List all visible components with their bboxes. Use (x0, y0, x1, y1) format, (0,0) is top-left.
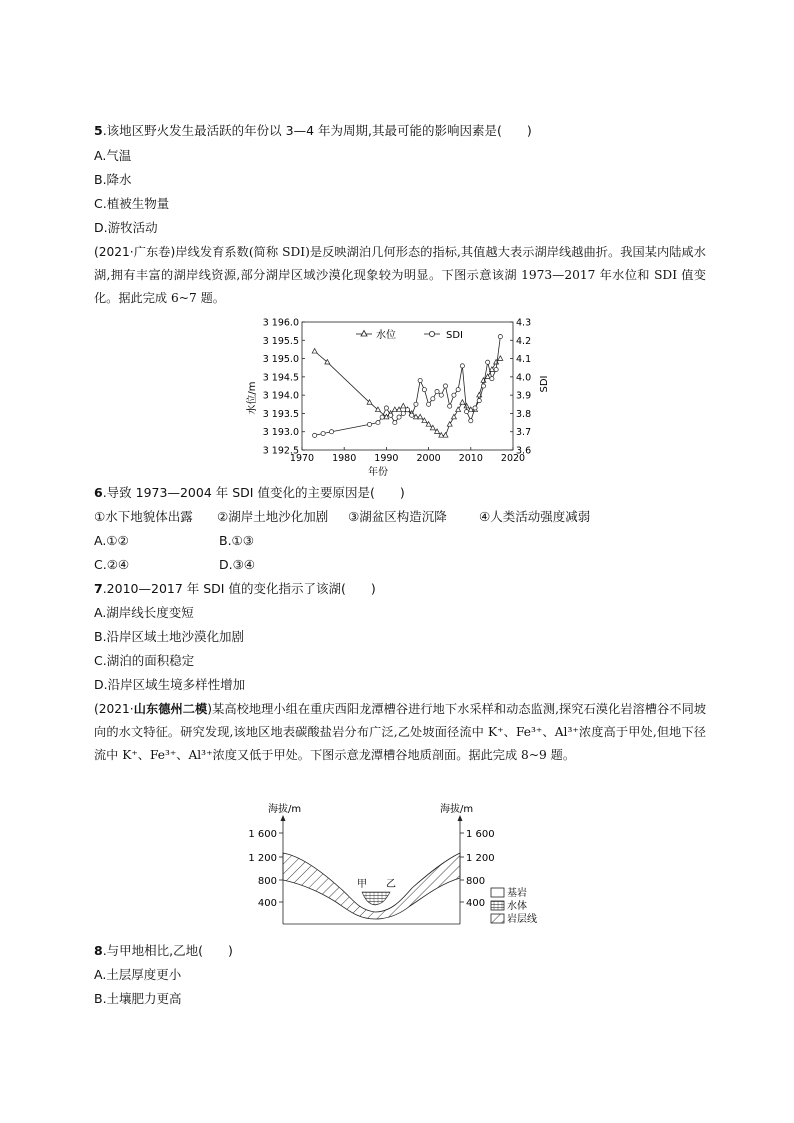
y-left-tick-label: 3 193.0 (262, 427, 299, 439)
q7-option-b[interactable]: B.沿岸区域土地沙漠化加剧 (94, 629, 245, 644)
sdi-point (367, 422, 371, 426)
legend-sdi-marker (429, 331, 434, 336)
sdi-point (389, 413, 393, 417)
y-right-tick-label: 4.3 (516, 317, 532, 329)
x-axis-label: 年份 (368, 467, 388, 478)
profile-right-tick-800: 800 (466, 876, 486, 887)
legend-bedrock-swatch (491, 888, 504, 897)
legend-bedrock-label: 基岩 (507, 888, 527, 899)
water-level-series-line (315, 351, 501, 435)
longtan-geological-profile (240, 798, 560, 928)
sdi-point (469, 419, 473, 423)
sdi-point (313, 433, 317, 437)
sdi-point (418, 378, 422, 382)
profile-left-ticks (248, 829, 283, 909)
q6-choices (94, 508, 590, 525)
q6-option-b[interactable]: B.①③ (219, 533, 254, 548)
y-right-tick-label: 4.1 (516, 354, 532, 366)
q7-option-d[interactable]: D.沿岸区域生境多样性增加 (94, 677, 246, 692)
y-left-tick-label: 3 195.5 (262, 335, 299, 347)
passage-longtan-source-bold: 山东德州二模 (133, 702, 208, 716)
legend-water-label: 水位 (376, 330, 396, 341)
sdi-point (456, 388, 460, 392)
profile-left-tick-400: 400 (257, 898, 277, 909)
sdi-point (439, 393, 443, 397)
water-level-point (485, 374, 490, 379)
x-tick-label: 1990 (374, 453, 399, 464)
q6-choice-2: ②湖岸土地沙化加剧 (217, 509, 329, 524)
water-level-point (443, 433, 448, 438)
q6-option-c[interactable]: C.②④ (94, 557, 130, 572)
profile-right-tick-1600: 1 600 (466, 829, 495, 840)
legend-water-swatch (491, 901, 504, 910)
sdi-point (464, 410, 468, 414)
profile-right-axis-arrow (458, 815, 463, 821)
sdi-point (448, 404, 452, 408)
profile-label-jia: 甲 (357, 879, 367, 890)
profile-left-tick-1600: 1 600 (248, 829, 277, 840)
sdi-point (498, 335, 502, 339)
q5-option-d[interactable]: D.游牧活动 (94, 220, 158, 235)
x-tick-label: 2020 (500, 453, 526, 464)
sdi-point (431, 397, 435, 401)
y-right-tick-label: 3.9 (516, 390, 532, 402)
profile-left-tick-1200: 1 200 (248, 853, 277, 864)
profile-water-body (362, 892, 390, 905)
q8-stem-text: .与甲地相比,乙地( ) (102, 943, 233, 958)
sdi-point (405, 408, 409, 412)
q5-option-a[interactable]: A.气温 (94, 148, 132, 163)
passage-sdi-text: 岸线发育系数(简称 SDI)是反映湖泊几何形态的指标,其值越大表示湖岸线越曲折。我国某内陆咸水湖,拥有丰富的湖岸线资源,部分湖岸区域沙漠化现象较为明显。下图示意该湖 1973—2017 年水位和 SDI 值变化。据此完成 6~7 题。 (94, 245, 706, 305)
passage-longtan (94, 698, 706, 767)
water-level-point (418, 414, 423, 419)
water-level-point (456, 407, 461, 412)
y-left-tick-label: 3 193.5 (262, 408, 299, 420)
profile-right-ticks (460, 829, 495, 909)
q7-number: 7 (94, 581, 103, 596)
sdi-point (452, 393, 456, 397)
water-level-point (312, 348, 317, 353)
profile-left-axis-arrow (281, 815, 286, 821)
sdi-point (329, 430, 333, 434)
x-tick-label: 1980 (332, 453, 357, 464)
y-axis-left-label: 水位/m (247, 381, 258, 415)
sdi-point (427, 402, 431, 406)
profile-rock-layer-band (283, 853, 460, 919)
y-left-tick-label: 3 194.0 (262, 390, 299, 402)
legend-rocklayer-label: 岩层线 (507, 914, 537, 925)
x-tick-label: 1970 (289, 453, 315, 464)
sdi-point (460, 364, 464, 368)
y-right-tick-label: 4.2 (516, 335, 532, 347)
q6-options-row1 (94, 532, 254, 549)
profile-right-axis-title: 海拔/m (440, 804, 474, 815)
q5-stem-text: .该地区野火发生最活跃的年份以 3—4 年为周期,其最可能的影响因素是( ) (102, 123, 532, 138)
sdi-point (473, 406, 477, 410)
sdi-point (321, 431, 325, 435)
water-level-point (498, 356, 503, 361)
passage-longtan-text: 某高校地理小组在重庆西阳龙潭槽谷进行地下水采样和动态监测,探究石漠化岩溶槽谷不同坡向的水文特征。研究发现,该地区地表碳酸盐岩分布广泛,乙处坡面径流中 K⁺、Fe³⁺、Al³⁺浓度高于甲处,但地下径流中 K⁺、Fe³⁺、Al³⁺浓度又低于甲处。下图示意龙潭槽谷地质剖面。据此完成 8~9 题。 (94, 702, 707, 762)
q8-option-b[interactable]: B.土壤肥力更高 (94, 991, 182, 1006)
passage-longtan-source-pre: (2021· (94, 702, 134, 716)
q5-option-b[interactable]: B.降水 (94, 172, 132, 187)
q6-choice-1: ①水下地貌体出露 (94, 509, 193, 524)
profile-right-tick-1200: 1 200 (466, 853, 495, 864)
water-level-point (375, 407, 380, 412)
water-level-sdi-chart (240, 312, 560, 482)
q8-stem (94, 942, 233, 959)
passage-sdi-source: (2021·广东卷) (94, 245, 176, 259)
y-left-tick-label: 3 196.0 (262, 317, 299, 329)
sdi-point (401, 411, 405, 415)
passage-longtan-source (94, 702, 212, 716)
q8-option-a[interactable]: A.土层厚度更小 (94, 967, 182, 982)
water-level-point (460, 400, 465, 405)
water-level-point (401, 403, 406, 408)
profile-legend (491, 886, 537, 925)
profile-right-tick-400: 400 (466, 898, 486, 909)
y-axis-right-label: SDI (539, 375, 550, 393)
q6-options-row2 (94, 556, 255, 573)
sdi-point (435, 389, 439, 393)
q8-number: 8 (94, 943, 103, 958)
sdi-point (376, 420, 380, 424)
q7-option-a[interactable]: A.湖岸线长度变短 (94, 605, 194, 620)
water-level-point (447, 422, 452, 427)
x-tick-label: 2000 (416, 453, 441, 464)
y-right-tick-label: 4.0 (516, 372, 532, 384)
legend-water-label-2: 水体 (507, 901, 527, 912)
sdi-point (443, 384, 447, 388)
legend-sdi-label: SDI (446, 330, 463, 341)
q5-number: 5 (94, 123, 103, 138)
sdi-point (486, 360, 490, 364)
sdi-point (397, 415, 401, 419)
y-left-tick-label: 3 194.5 (262, 372, 299, 384)
sdi-point (414, 402, 418, 406)
q6-option-a[interactable]: A.①② (94, 533, 129, 548)
profile-label-yi: 乙 (386, 879, 396, 890)
chart-legend (356, 328, 463, 341)
q6-choice-3: ③湖盆区构造沉降 (348, 509, 447, 524)
legend-rocklayer-swatch (491, 914, 504, 923)
chart-ticks (263, 318, 531, 465)
x-tick-label: 2010 (458, 453, 483, 464)
y-left-tick-label: 3 195.0 (262, 354, 299, 366)
sdi-point (380, 415, 384, 419)
q6-stem-text: .导致 1973—2004 年 SDI 值变化的主要原因是( ) (102, 485, 405, 500)
sdi-point (393, 420, 397, 424)
chart-series (312, 335, 503, 438)
passage-sdi (94, 241, 706, 310)
q6-option-d[interactable]: D.③④ (219, 557, 256, 572)
y-right-tick-label: 3.7 (516, 427, 532, 439)
sdi-point (477, 399, 481, 403)
water-level-point (325, 359, 330, 364)
q7-option-c[interactable]: C.湖泊的面积稳定 (94, 653, 195, 668)
q6-number: 6 (94, 485, 103, 500)
water-level-point (451, 414, 456, 419)
y-right-tick-label: 3.6 (516, 445, 532, 457)
legend-water-marker (361, 331, 367, 337)
sdi-point (384, 406, 388, 410)
passage-longtan-source-post: ) (207, 702, 212, 716)
profile-left-axis-title: 海拔/m (268, 804, 302, 815)
q6-choice-4: ④人类活动强度减弱 (479, 509, 591, 524)
profile-left-tick-800: 800 (257, 876, 277, 887)
sdi-point (494, 367, 498, 371)
q5-option-c[interactable]: C.植被生物量 (94, 196, 170, 211)
q7-stem-text: .2010—2017 年 SDI 值的变化指示了该湖( ) (102, 581, 376, 596)
sdi-point (481, 384, 485, 388)
sdi-point (490, 377, 494, 381)
y-left-tick-label: 3 192.5 (262, 445, 299, 457)
sdi-point (410, 413, 414, 417)
y-right-tick-label: 3.8 (516, 408, 532, 420)
sdi-point (422, 388, 426, 392)
q6-stem (94, 484, 405, 501)
q7-stem (94, 580, 376, 597)
q5-stem (94, 122, 532, 139)
